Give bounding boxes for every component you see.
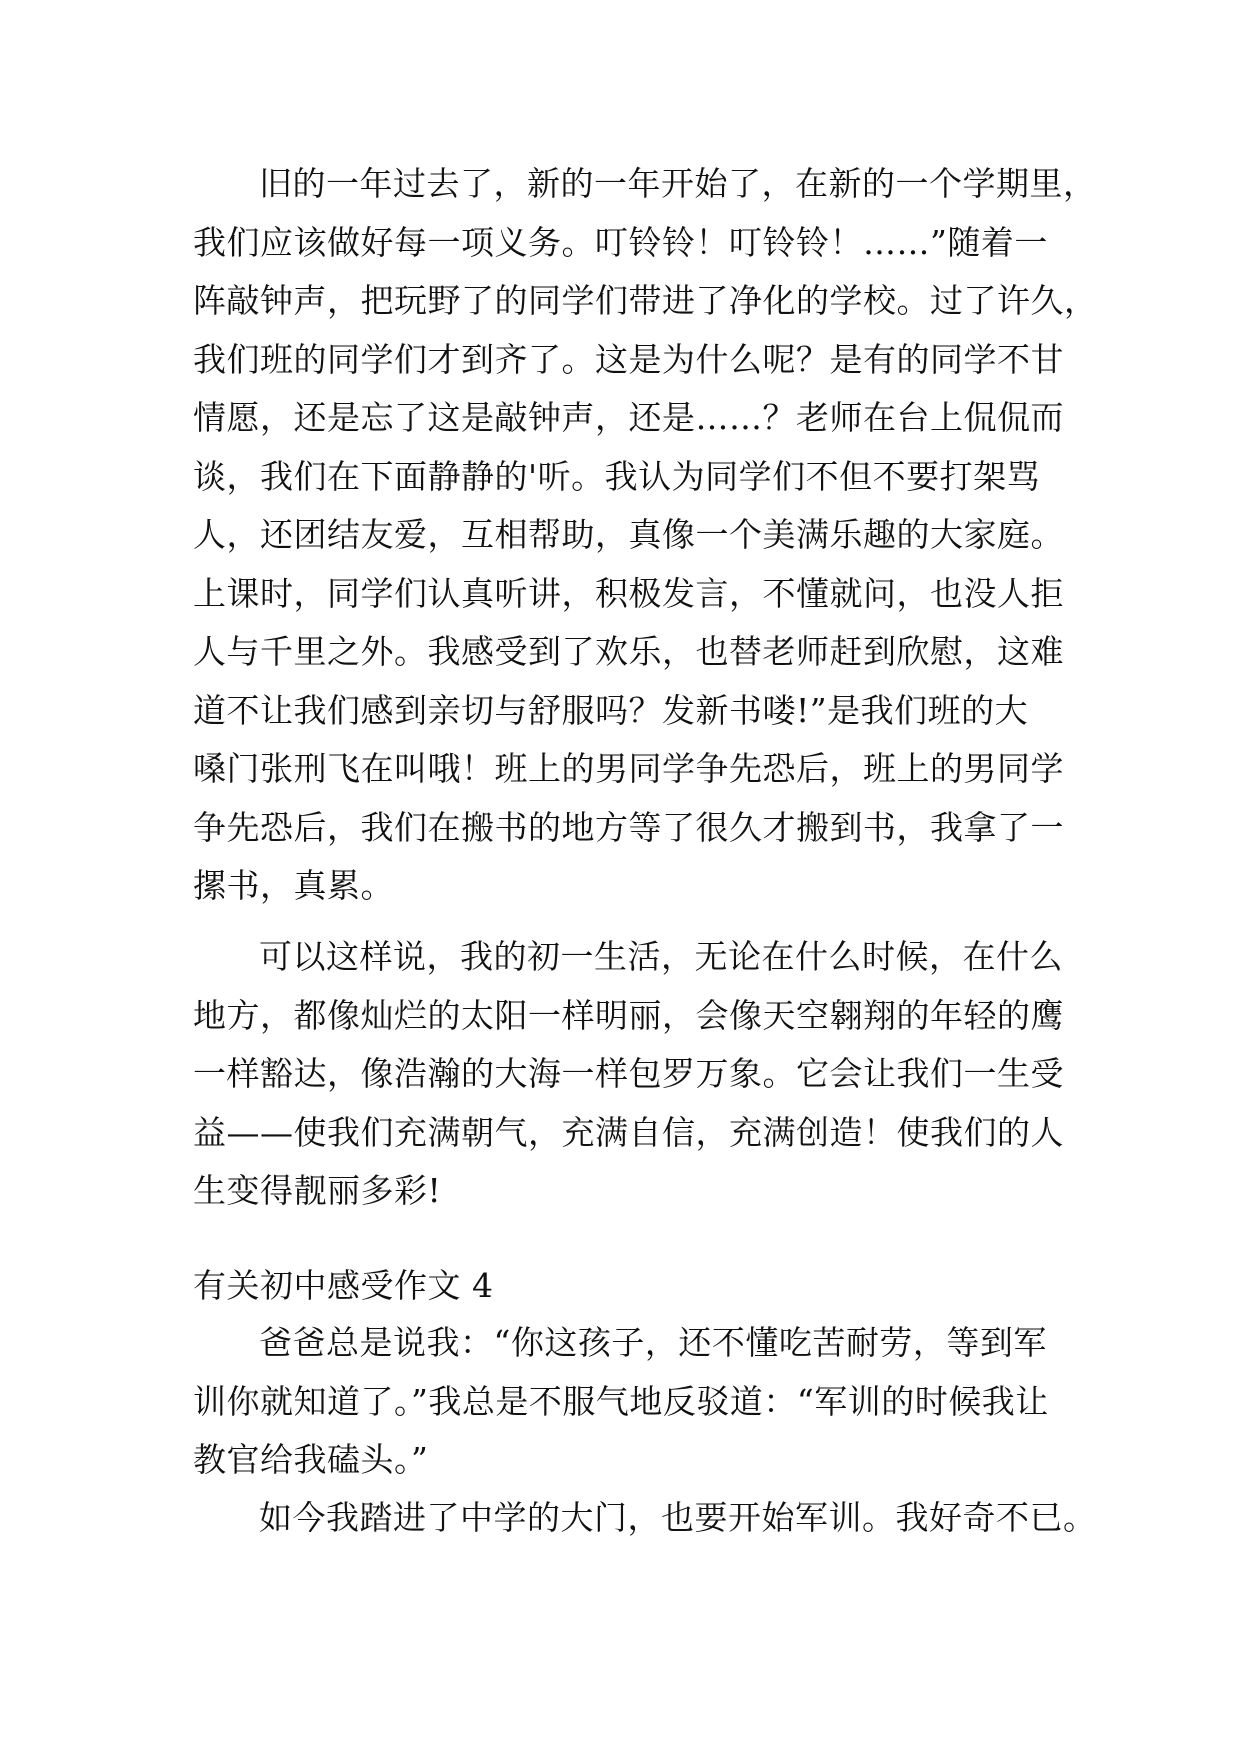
paragraph-line: 一样豁达，像浩瀚的大海一样包罗万象。它会让我们一生受	[193, 1054, 1064, 1093]
heading-text: 有关初中感受作文 4	[193, 1266, 494, 1305]
paragraph-line: 人，还团结友爱，互相帮助，真像一个美满乐趣的大家庭。	[193, 515, 1064, 554]
paragraph-line: 生变得靓丽多彩!	[193, 1171, 442, 1210]
paragraph-line: 旧的一年过去了，新的一年开始了，在新的一个学期里，	[259, 164, 1097, 203]
paragraph-line: 我们应该做好每一项义务。叮铃铃！叮铃铃！……”随着一	[193, 222, 1048, 262]
paragraph-line: 谈，我们在下面静静的'听。我认为同学们不但不要打架骂	[193, 456, 1041, 496]
paragraph-2	[193, 928, 1063, 1221]
paragraph-line: 摞书，真累。	[193, 866, 394, 905]
paragraph-line: 可以这样说，我的初一生活，无论在什么时候，在什么	[259, 937, 1063, 976]
paragraph-line: 道不让我们感到亲切与舒服吗？发新书喽!”是我们班的大	[193, 690, 1029, 730]
paragraph-3	[193, 1314, 1063, 1490]
paragraph-1	[193, 155, 1098, 916]
paragraph-line: 如今我踏进了中学的大门，也要开始军训。我好奇不已。	[259, 1498, 1097, 1537]
paragraph-line: 嗓门张刑飞在叫哦！班上的男同学争先恐后，班上的男同学	[193, 749, 1064, 788]
paragraph-line: 阵敲钟声，把玩野了的同学们带进了净化的学校。过了许久，	[193, 281, 1098, 320]
paragraph-line: 情愿，还是忘了这是敲钟声，还是……？老师在台上侃侃而	[193, 398, 1064, 437]
paragraph-line: 我们班的同学们才到齐了。这是为什么呢？是有的同学不甘	[193, 339, 1064, 379]
paragraph-line: 训你就知道了。”我总是不服气地反驳道：“军训的时候我让	[193, 1381, 1049, 1421]
paragraph-line: 地方，都像灿烂的太阳一样明丽，会像天空翱翔的年轻的鹰	[193, 995, 1064, 1035]
section-heading	[193, 1257, 1063, 1316]
paragraph-line: 人与千里之外。我感受到了欢乐，也替老师赶到欣慰，这难	[193, 632, 1064, 671]
paragraph-line: 爸爸总是说我：“你这孩子，还不懂吃苦耐劳，等到军	[259, 1323, 1047, 1362]
paragraph-4	[193, 1489, 1097, 1548]
paragraph-line: 益——使我们充满朝气，充满自信，充满创造！使我们的人	[193, 1112, 1064, 1152]
paragraph-line: 上课时，同学们认真听讲，积极发言，不懂就问，也没人拒	[193, 573, 1064, 613]
paragraph-line: 争先恐后，我们在搬书的地方等了很久才搬到书，我拿了一	[193, 807, 1064, 847]
paragraph-line: 教官给我磕头。”	[193, 1440, 429, 1479]
